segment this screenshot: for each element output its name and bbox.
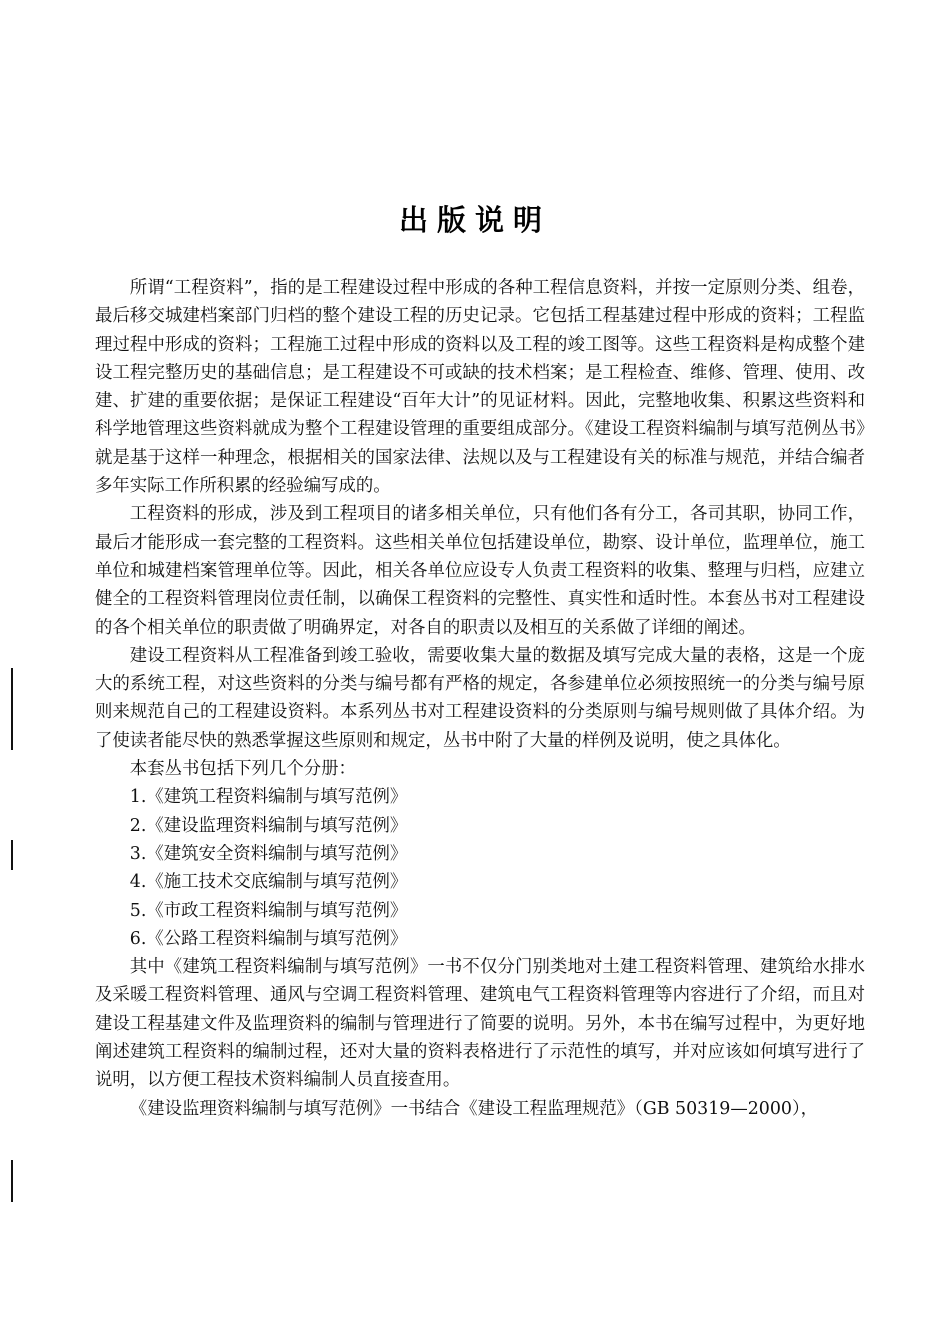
scan-margin-line	[11, 1160, 13, 1202]
paragraph-definition: 所谓“工程资料”，指的是工程建设过程中形成的各种工程信息资料，并按一定原则分类、组卷，最后移交城建档案部门归档的整个建设工程的历史记录。它包括工程基建过程中形成的资料；工程监理过程中形成的资料；工程施工过程中形成的资料以及工程的竣工图等。这些工程资料是构成整个建设工程完整历史的基础信息；是工程建设不可或缺的技术档案；是工程检查、维修、管理、使用、改建、扩建的重要依据；是保证工程建设“百年大计”的见证材料。因此，完整地收集、积累这些资料和科学地管理这些资料就成为整个工程建设管理的重要组成部分。《建设工程资料编制与填写范例丛书》就是基于这样一种理念，根据相关的国家法律、法规以及与工程建设有关的标准与规范，并结合编者多年实际工作所积累的经验编写成的。	[95, 278, 865, 497]
list-intro: 本套丛书包括下列几个分册：	[129, 759, 356, 780]
paragraph-building-volume: 其中《建筑工程资料编制与填写范例》一书不仅分门别类地对土建工程资料管理、建筑给水排水及采暖工程资料管理、通风与空调工程资料管理、建筑电气工程资料管理等内容进行了介绍，而且对建设工程基建文件及监理资料的编制与管理进行了简要的说明。另外，本书在编写过程中，为更好地阐述建筑工程资料的编制过程，还对大量的资料表格进行了示范性的填写，并对应该如何填写进行了说明，以方便工程技术资料编制人员直接查用。	[95, 957, 865, 1091]
scan-margin-line	[11, 668, 13, 750]
volume-item: 2.《建设监理资料编制与填写范例》	[129, 815, 408, 836]
volume-item: 1.《建筑工程资料编制与填写范例》	[129, 787, 408, 808]
paragraph-classification: 建设工程资料从工程准备到竣工验收，需要收集大量的数据及填写完成大量的表格，这是一个庞大的系统工程，对这些资料的分类与编号都有严格的规定，各参建单位必须按照统一的分类与编号原则来规范自己的工程建设资料。本系列丛书对工程建设资料的分类原则与编号规则做了具体介绍。为了使读者能尽快的熟悉掌握这些原则和规定，丛书中附了大量的样例及说明，使之具体化。	[95, 645, 865, 751]
volume-list	[95, 783, 865, 953]
volume-item: 6.《公路工程资料编制与填写范例》	[129, 928, 408, 949]
volume-item: 4.《施工技术交底编制与填写范例》	[129, 872, 408, 893]
paragraph-units: 工程资料的形成，涉及到工程项目的诸多相关单位，只有他们各有分工，各司其职，协同工作，最后才能形成一套完整的工程资料。这些相关单位包括建设单位，勘察、设计单位，监理单位，施工单位和城建档案管理单位等。因此，相关各单位应设专人负责工程资料的收集、整理与归档，应建立健全的工程资料管理岗位责任制，以确保工程资料的完整性、真实性和适时性。本套丛书对工程建设的各个相关单位的职责做了明确界定，对各自的职责以及相互的关系做了详细的阐述。	[95, 504, 865, 638]
paragraph-supervision-volume: 《建设监理资料编制与填写范例》一书结合《建设工程监理规范》（GB 50319—2000），	[129, 1098, 819, 1119]
scan-margin-line	[11, 840, 13, 870]
volume-item: 5.《市政工程资料编制与填写范例》	[129, 900, 408, 921]
volume-item: 3.《建筑安全资料编制与填写范例》	[129, 843, 408, 864]
page-title: 出版说明	[398, 203, 551, 237]
body-text	[95, 274, 865, 1123]
